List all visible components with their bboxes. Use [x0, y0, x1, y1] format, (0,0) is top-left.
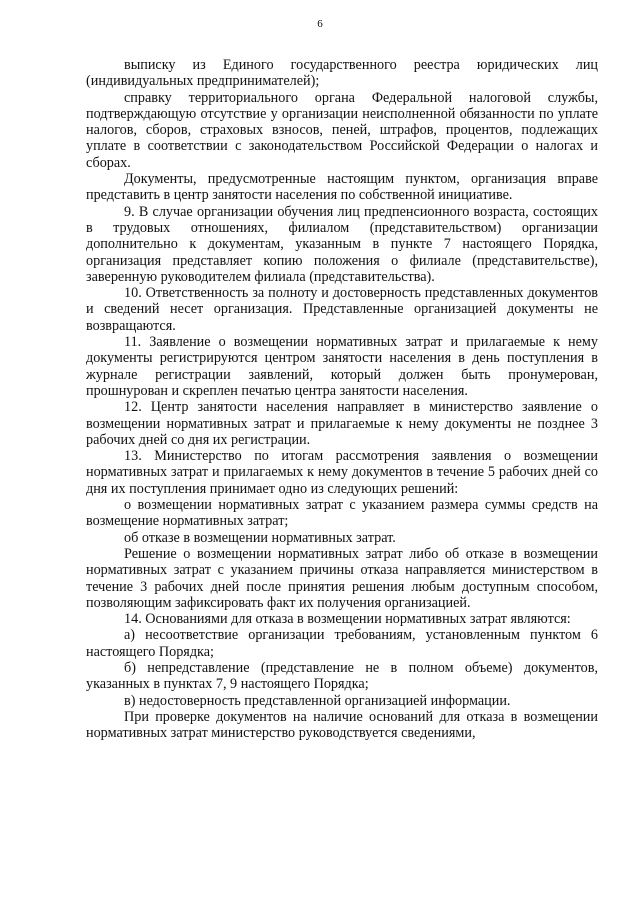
paragraph-tax-certificate: справку территориального органа Федеральной налоговой службы, подтверждающую отсутствие у организации неисполненной обязанности по уплате налогов, сборов, страховых взносов, пеней, штрафов, процентов, подлежащих уплате в соответствии с законодательством Российской Федерации о налогах и сборах.	[86, 89, 598, 171]
paragraph-item-14: 14. Основаниями для отказа в возмещении нормативных затрат являются:	[124, 611, 571, 628]
paragraph-ground-b: б) непредставление (представление не в полном объеме) документов, указанных в пунктах 7, 9 настоящего Порядка;	[86, 659, 598, 693]
paragraph-ground-a: а) несоответствие организации требованиям, установленным пунктом 6 настоящего Порядка;	[86, 627, 598, 660]
paragraph-item-12: 12. Центр занятости населения направляет в министерство заявление о возмещении нормативных затрат и прилагаемые к нему документы не позднее 3 рабочих дней со дня их регистрации.	[86, 399, 598, 448]
paragraph-item-9: 9. В случае организации обучения лиц предпенсионного возраста, состоящих в трудовых отношениях, филиалом (представительством) организации дополнительно к документам, указанным в пункте 7 настоящего Порядка, организация представляет копию положения о филиале (представительстве), заверенную руководителем филиала (представительства).	[86, 203, 598, 285]
paragraph-item-11: 11. Заявление о возмещении нормативных затрат и прилагаемые к нему документы регистрируются центром занятости населения в день поступления в журнале регистрации заявлений, который должен быть пронумерован, прошнурован и скреплен печатью центра занятости населения.	[86, 334, 598, 399]
page-number: 6	[317, 18, 323, 30]
paragraph-document-check: При проверке документов на наличие оснований для отказа в возмещении нормативных затрат министерство руководствуется сведениями,	[86, 708, 598, 742]
paragraph-ground-c: в) недостоверность представленной организацией информации.	[124, 692, 511, 709]
paragraph-item-10: 10. Ответственность за полноту и достоверность представленных документов и сведений несет организация. Представленные организацией документы не возвращаются.	[86, 285, 598, 334]
paragraph-decision-refuse: об отказе в возмещении нормативных затрат.	[124, 529, 396, 546]
paragraph-extract-egrul: выписку из Единого государственного реестра юридических лиц (индивидуальных предпринимателей);	[86, 57, 598, 90]
paragraph-decision-notice: Решение о возмещении нормативных затрат либо об отказе в возмещении нормативных затрат с указанием причины отказа направляется министерством в течение 3 рабочих дней после принятия решения любым доступным способом, позволяющим зафиксировать факт их получения организацией.	[86, 545, 598, 611]
paragraph-decision-reimburse: о возмещении нормативных затрат с указанием размера суммы средств на возмещение нормативных затрат;	[86, 497, 598, 530]
paragraph-own-initiative: Документы, предусмотренные настоящим пунктом, организация вправе представить в центр занятости населения по собственной инициативе.	[86, 171, 598, 204]
paragraph-item-13: 13. Министерство по итогам рассмотрения заявления о возмещении нормативных затрат и прилагаемых к нему документов в течение 5 рабочих дней со дня их поступления принимает одно из следующих решений:	[86, 448, 598, 497]
document-body	[86, 57, 598, 741]
